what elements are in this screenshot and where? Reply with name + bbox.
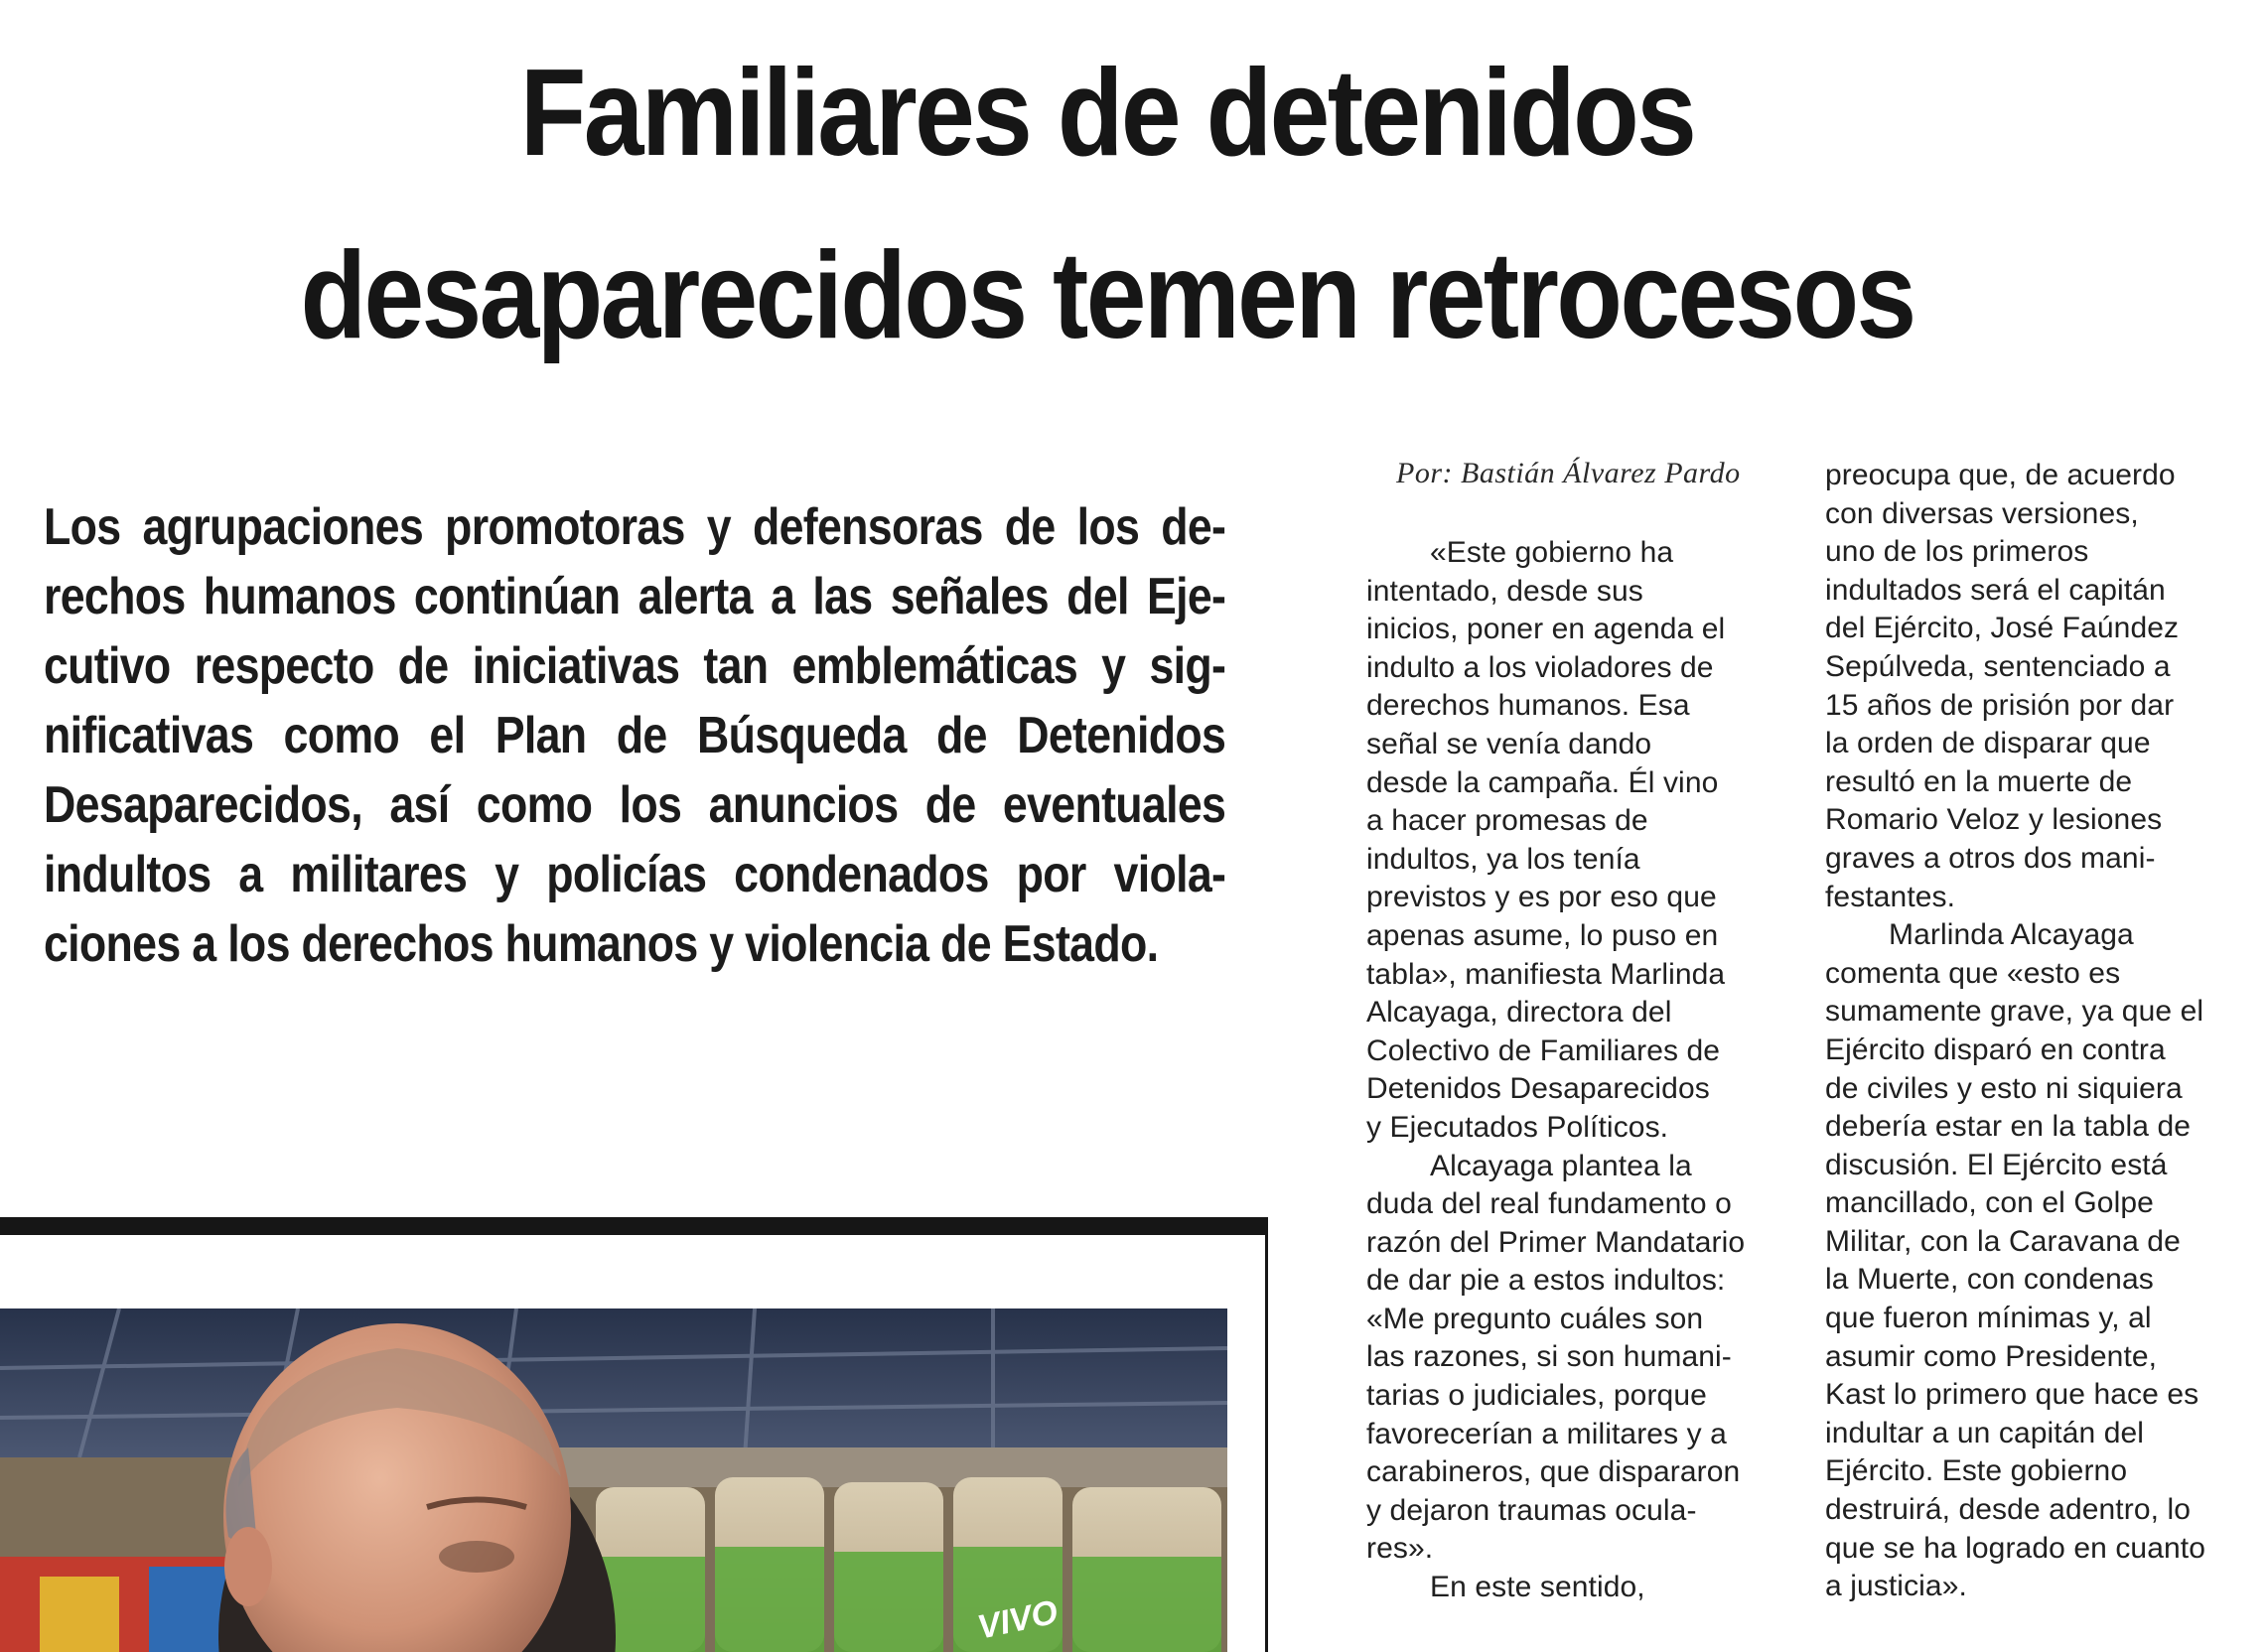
column-line: sumamente grave, ya que el: [1825, 995, 2204, 1029]
article-column-2: [1825, 457, 2242, 1606]
column-line: «Este gobierno ha: [1430, 536, 1674, 569]
column-line: que se ha logrado en cuanto: [1825, 1531, 2206, 1565]
column-line: con diversas versiones,: [1825, 496, 2139, 530]
column-line: favorecerían a militares y a: [1366, 1417, 1727, 1450]
column-line: a hacer promesas de: [1366, 804, 1648, 838]
column-line: y Ejecutados Políticos.: [1366, 1110, 1669, 1144]
lead-line: ciones a los derechos humanos y violencia de Estado.: [44, 915, 1159, 973]
lead-line: Los agrupaciones promotoras y defensoras de los de-: [44, 498, 1226, 556]
column-line: la orden de disparar que: [1825, 727, 2151, 760]
column-line: graves a otros dos mani-: [1825, 841, 2156, 875]
column-line: destruirá, desde adentro, lo: [1825, 1493, 2192, 1527]
column-line: festantes.: [1825, 880, 1956, 913]
lead-line: nificativas como el Plan de Búsqueda de Detenidos: [44, 707, 1226, 764]
photo-frame-top-rule: [0, 1217, 1267, 1235]
column-line: de dar pie a estos indultos:: [1366, 1264, 1726, 1298]
column-line: Marlinda Alcayaga: [1889, 918, 2134, 952]
column-line: indultar a un capitán del: [1825, 1416, 2145, 1449]
lead-line: rechos humanos continúan alerta a las señales del Eje-: [44, 568, 1226, 625]
column-line: Sepúlveda, sentenciado a: [1825, 649, 2171, 683]
column-line: derechos humanos. Esa: [1366, 689, 1690, 723]
column-line: Militar, con la Caravana de: [1825, 1224, 2181, 1258]
column-line: mancillado, con el Golpe: [1825, 1186, 2154, 1220]
column-line: Alcayaga, directora del: [1366, 996, 1672, 1030]
lead-line: cutivo respecto de iniciativas tan emblemáticas y sig-: [44, 637, 1226, 695]
column-line: inicios, poner en agenda el: [1366, 613, 1726, 646]
photo-frame-side-rule: [1265, 1217, 1268, 1652]
byline: Por: Bastián Álvarez Pardo: [1396, 457, 1741, 489]
lead-line: indultos a militares y policías condenados por viola-: [44, 846, 1226, 903]
column-line: indulto a los violadores de: [1366, 650, 1714, 684]
column-line: carabineros, que dispararon: [1366, 1455, 1741, 1489]
headline-line-1: Familiares de detenidos: [519, 45, 1695, 182]
column-line: duda del real fundamento o: [1366, 1187, 1732, 1221]
column-line: y dejaron traumas ocula-: [1366, 1493, 1697, 1527]
lead-line: Desaparecidos, así como los anuncios de eventuales: [44, 776, 1226, 834]
column-line: la Muerte, con condenas: [1825, 1263, 2154, 1297]
column-line: Alcayaga plantea la: [1430, 1149, 1692, 1182]
column-line: debería estar en la tabla de: [1825, 1110, 2192, 1144]
column-line: asumir como Presidente,: [1825, 1339, 2158, 1373]
column-line: 15 años de prisión por dar: [1825, 688, 2175, 722]
column-line: previstos y es por eso que: [1366, 881, 1717, 914]
column-line: Kast lo primero que hace es: [1825, 1378, 2199, 1412]
article-column-1: [1366, 534, 1783, 1607]
column-line: las razones, si son humani-: [1366, 1340, 1732, 1374]
column-line: resultó en la muerte de: [1825, 764, 2133, 798]
photo-illustration: [0, 1308, 1227, 1652]
column-line: Colectivo de Familiares de: [1366, 1033, 1721, 1067]
column-line: uno de los primeros: [1825, 535, 2089, 569]
article-photo: [0, 1308, 1227, 1652]
column-line: desde la campaña. Él vino: [1366, 765, 1719, 799]
headline-line-2: desaparecidos temen retrocesos: [300, 227, 1914, 364]
column-line: que fueron mínimas y, al: [1825, 1302, 2152, 1335]
column-line: Ejército disparó en contra: [1825, 1032, 2166, 1066]
column-line: En este sentido,: [1430, 1571, 1645, 1604]
column-line: de civiles y esto ni siquiera: [1825, 1071, 2183, 1105]
column-line: razón del Primer Mandatario: [1366, 1225, 1746, 1259]
column-line: Ejército. Este gobierno: [1825, 1454, 2128, 1488]
column-line: «Me pregunto cuáles son: [1366, 1302, 1704, 1335]
column-line: del Ejército, José Faúndez: [1825, 612, 2180, 645]
column-line: discusión. El Ejército está: [1825, 1148, 2168, 1181]
column-line: indultados será el capitán: [1825, 573, 2166, 607]
column-line: a justicia».: [1825, 1570, 1967, 1603]
column-line: preocupa que, de acuerdo: [1825, 459, 2176, 491]
package-brand-label: VIVO: [974, 1592, 1062, 1647]
column-line: intentado, desde sus: [1366, 574, 1643, 608]
column-line: señal se venía dando: [1366, 727, 1652, 760]
column-line: Romario Veloz y lesiones: [1825, 803, 2163, 837]
column-line: res».: [1366, 1532, 1434, 1566]
column-line: indultos, ya los tenía: [1366, 842, 1640, 876]
column-line: Detenidos Desaparecidos: [1366, 1072, 1710, 1106]
column-line: comenta que «esto es: [1825, 956, 2121, 990]
column-line: tabla», manifiesta Marlinda: [1366, 957, 1726, 991]
column-line: tarias o judiciales, porque: [1366, 1379, 1707, 1413]
lead-paragraph: [44, 492, 1225, 979]
column-line: apenas asume, lo puso en: [1366, 918, 1719, 952]
